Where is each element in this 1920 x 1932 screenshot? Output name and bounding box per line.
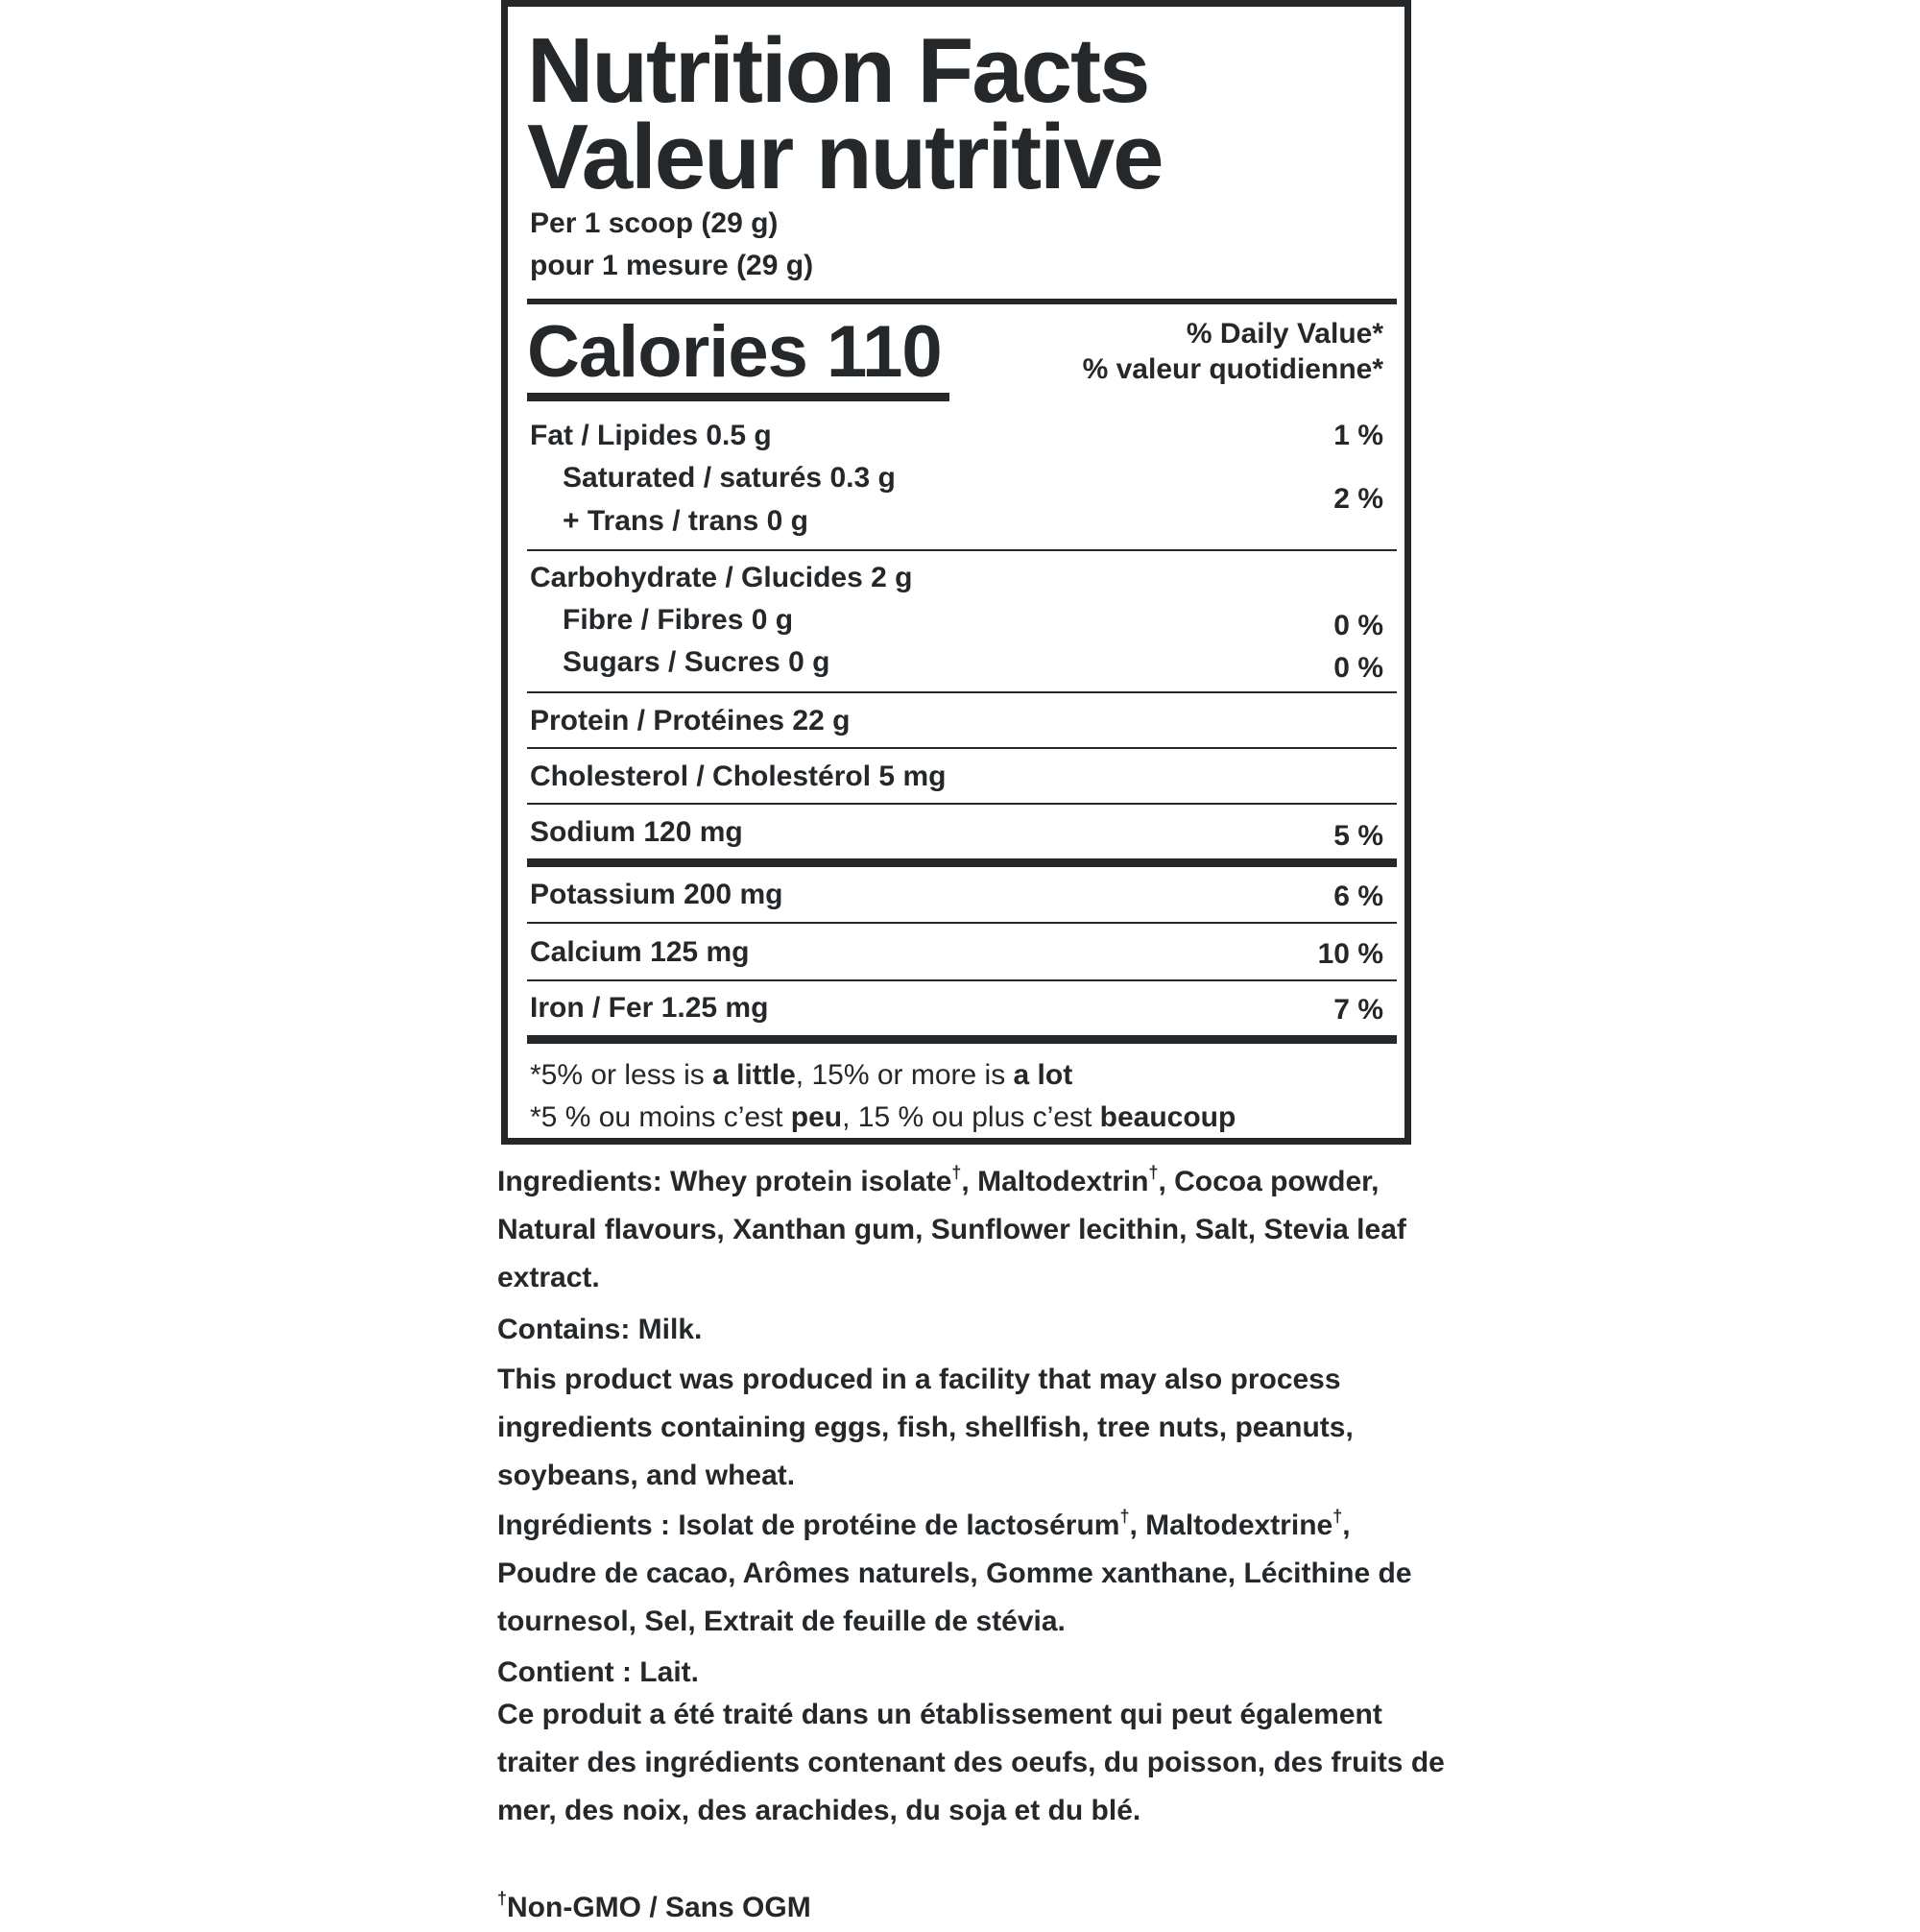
ingredients-fr-text: Isolat de protéine de lactosérum bbox=[670, 1509, 1120, 1541]
protein-row bbox=[530, 703, 850, 739]
protein-amount: 22 g bbox=[792, 705, 851, 737]
ingredients-fr-text: , Poudre de cacao, Arômes naturels, Gomme xanthane, Lécithine de tournesol, Sel, Extrait de feuille de stévia. bbox=[497, 1509, 1412, 1637]
calcium-label: Calcium bbox=[530, 936, 642, 968]
ingredients-en-label: Ingredients: bbox=[497, 1166, 662, 1197]
fat-pct: 1 % bbox=[1333, 420, 1383, 451]
potassium-label: Potassium bbox=[530, 879, 676, 910]
divider bbox=[527, 747, 1397, 749]
calories-value: 110 bbox=[827, 311, 942, 393]
fibre-amount: 0 g bbox=[751, 604, 794, 636]
saturated-amount: 0.3 g bbox=[829, 462, 896, 494]
contains-fr bbox=[497, 1649, 1457, 1697]
ingredients-en-text: , Maltodextrin bbox=[961, 1166, 1149, 1197]
daily-value-heading-en: % Daily Value* bbox=[1186, 318, 1383, 350]
sat-trans-pct: 2 % bbox=[1333, 483, 1383, 515]
contains-fr-label: Contient : bbox=[497, 1656, 632, 1688]
sugars-amount: 0 g bbox=[788, 646, 830, 678]
ingredients-en-text: , Cocoa powder, Natural flavours, Xanthan gum, Sunflower lecithin, Salt, Stevia leaf extract. bbox=[497, 1166, 1406, 1293]
dagger-mark: † bbox=[1148, 1163, 1159, 1182]
sodium-row bbox=[530, 814, 743, 851]
calories bbox=[527, 312, 942, 393]
sodium-pct: 5 % bbox=[1333, 820, 1383, 852]
non-gmo-text: Non-GMO / Sans OGM bbox=[507, 1892, 811, 1923]
ingredients-fr-text: , Maltodextrine bbox=[1129, 1509, 1333, 1541]
fat-label: Fat / Lipides bbox=[530, 420, 699, 451]
non-gmo-note bbox=[497, 1884, 1457, 1932]
calories-underline bbox=[527, 393, 949, 401]
footnote-fr-part: , 15 % ou plus c’est bbox=[842, 1101, 1100, 1133]
footnote-fr bbox=[530, 1099, 1236, 1137]
contains-en bbox=[497, 1306, 1457, 1354]
potassium-row bbox=[530, 877, 782, 913]
dagger-mark: † bbox=[497, 1889, 508, 1908]
footnote-en-part: , 15% or more is bbox=[795, 1059, 1014, 1091]
sodium-amount: 120 mg bbox=[643, 816, 743, 848]
facility-statement-fr: Ce produit a été traité dans un établissement qui peut également traiter des ingrédients contenant des oeufs, du poisson, des fruits de mer, des noix, des arachides, du soja et du blé. bbox=[497, 1699, 1445, 1826]
iron-row bbox=[530, 990, 768, 1026]
fibre-pct: 0 % bbox=[1333, 610, 1383, 641]
ingredients-en-text: Whey protein isolate bbox=[661, 1166, 952, 1197]
saturated-row bbox=[563, 460, 896, 496]
sugars-label: Sugars / Sucres bbox=[563, 646, 780, 678]
sodium-label: Sodium bbox=[530, 816, 636, 848]
footnote-fr-part: *5 % ou moins c’est bbox=[530, 1101, 791, 1133]
footnote-en-part: *5% or less is bbox=[530, 1059, 713, 1091]
fat-amount: 0.5 g bbox=[706, 420, 772, 451]
iron-pct: 7 % bbox=[1333, 994, 1383, 1026]
saturated-label: Saturated / saturés bbox=[563, 462, 823, 494]
divider-thick bbox=[527, 1035, 1397, 1044]
dagger-mark: † bbox=[1332, 1507, 1343, 1526]
trans-row bbox=[563, 503, 808, 540]
cholesterol-label: Cholesterol / Cholestérol bbox=[530, 761, 872, 792]
divider bbox=[527, 549, 1397, 551]
divider bbox=[527, 691, 1397, 693]
fat-row bbox=[530, 418, 772, 454]
daily-value-heading-fr: % valeur quotidienne* bbox=[1082, 353, 1383, 385]
divider-thick bbox=[527, 299, 1397, 304]
facility-statement-en: This product was produced in a facility that may also process ingredients containing eggs, fish, shellfish, tree nuts, peanuts, soybeans, and wheat. bbox=[497, 1364, 1354, 1491]
divider bbox=[527, 803, 1397, 805]
cholesterol-amount: 5 mg bbox=[878, 761, 947, 792]
contains-en-label: Contains: bbox=[497, 1314, 631, 1345]
ingredients-fr-label: Ingrédients : bbox=[497, 1509, 671, 1541]
calcium-amount: 125 mg bbox=[650, 936, 750, 968]
trans-amount: 0 g bbox=[766, 505, 808, 537]
serving-size-en: Per 1 scoop (29 g) bbox=[530, 207, 779, 239]
trans-label: + Trans / trans bbox=[563, 505, 759, 537]
cholesterol-row bbox=[530, 759, 946, 795]
title-fr: Valeur nutritive bbox=[527, 106, 1163, 208]
carbohydrate-amount: 2 g bbox=[871, 562, 913, 593]
title-en: Nutrition Facts bbox=[527, 19, 1149, 122]
divider bbox=[527, 922, 1397, 924]
ingredients-fr bbox=[497, 1502, 1457, 1646]
calcium-pct: 10 % bbox=[1317, 938, 1383, 970]
potassium-amount: 200 mg bbox=[684, 879, 783, 910]
dagger-mark: † bbox=[951, 1163, 962, 1182]
divider bbox=[527, 979, 1397, 981]
calcium-row bbox=[530, 934, 749, 971]
potassium-pct: 6 % bbox=[1333, 881, 1383, 912]
footnote-en-little: a little bbox=[712, 1059, 796, 1091]
fibre-label: Fibre / Fibres bbox=[563, 604, 744, 636]
carbohydrate-label: Carbohydrate / Glucides bbox=[530, 562, 863, 593]
contains-fr-text: Lait. bbox=[631, 1656, 699, 1688]
footnote-en-lot: a lot bbox=[1013, 1059, 1073, 1091]
sugars-row bbox=[563, 644, 829, 681]
iron-label: Iron / Fer bbox=[530, 992, 654, 1024]
nutrition-facts-panel bbox=[501, 0, 1411, 1145]
footnote-fr-peu: peu bbox=[790, 1101, 843, 1133]
calories-label: Calories bbox=[527, 311, 807, 393]
contains-en-text: Milk. bbox=[630, 1314, 703, 1345]
footnote-fr-beaucoup: beaucoup bbox=[1099, 1101, 1236, 1133]
footnote-en bbox=[530, 1056, 1072, 1095]
divider-thick bbox=[527, 858, 1397, 867]
carbohydrate-row bbox=[530, 560, 912, 596]
ingredients-en bbox=[497, 1158, 1457, 1302]
protein-label: Protein / Protéines bbox=[530, 705, 785, 737]
sugars-pct: 0 % bbox=[1333, 652, 1383, 684]
iron-amount: 1.25 mg bbox=[660, 992, 769, 1024]
fibre-row bbox=[563, 602, 793, 639]
serving-size-fr: pour 1 mesure (29 g) bbox=[530, 250, 814, 281]
dagger-mark: † bbox=[1119, 1507, 1130, 1526]
